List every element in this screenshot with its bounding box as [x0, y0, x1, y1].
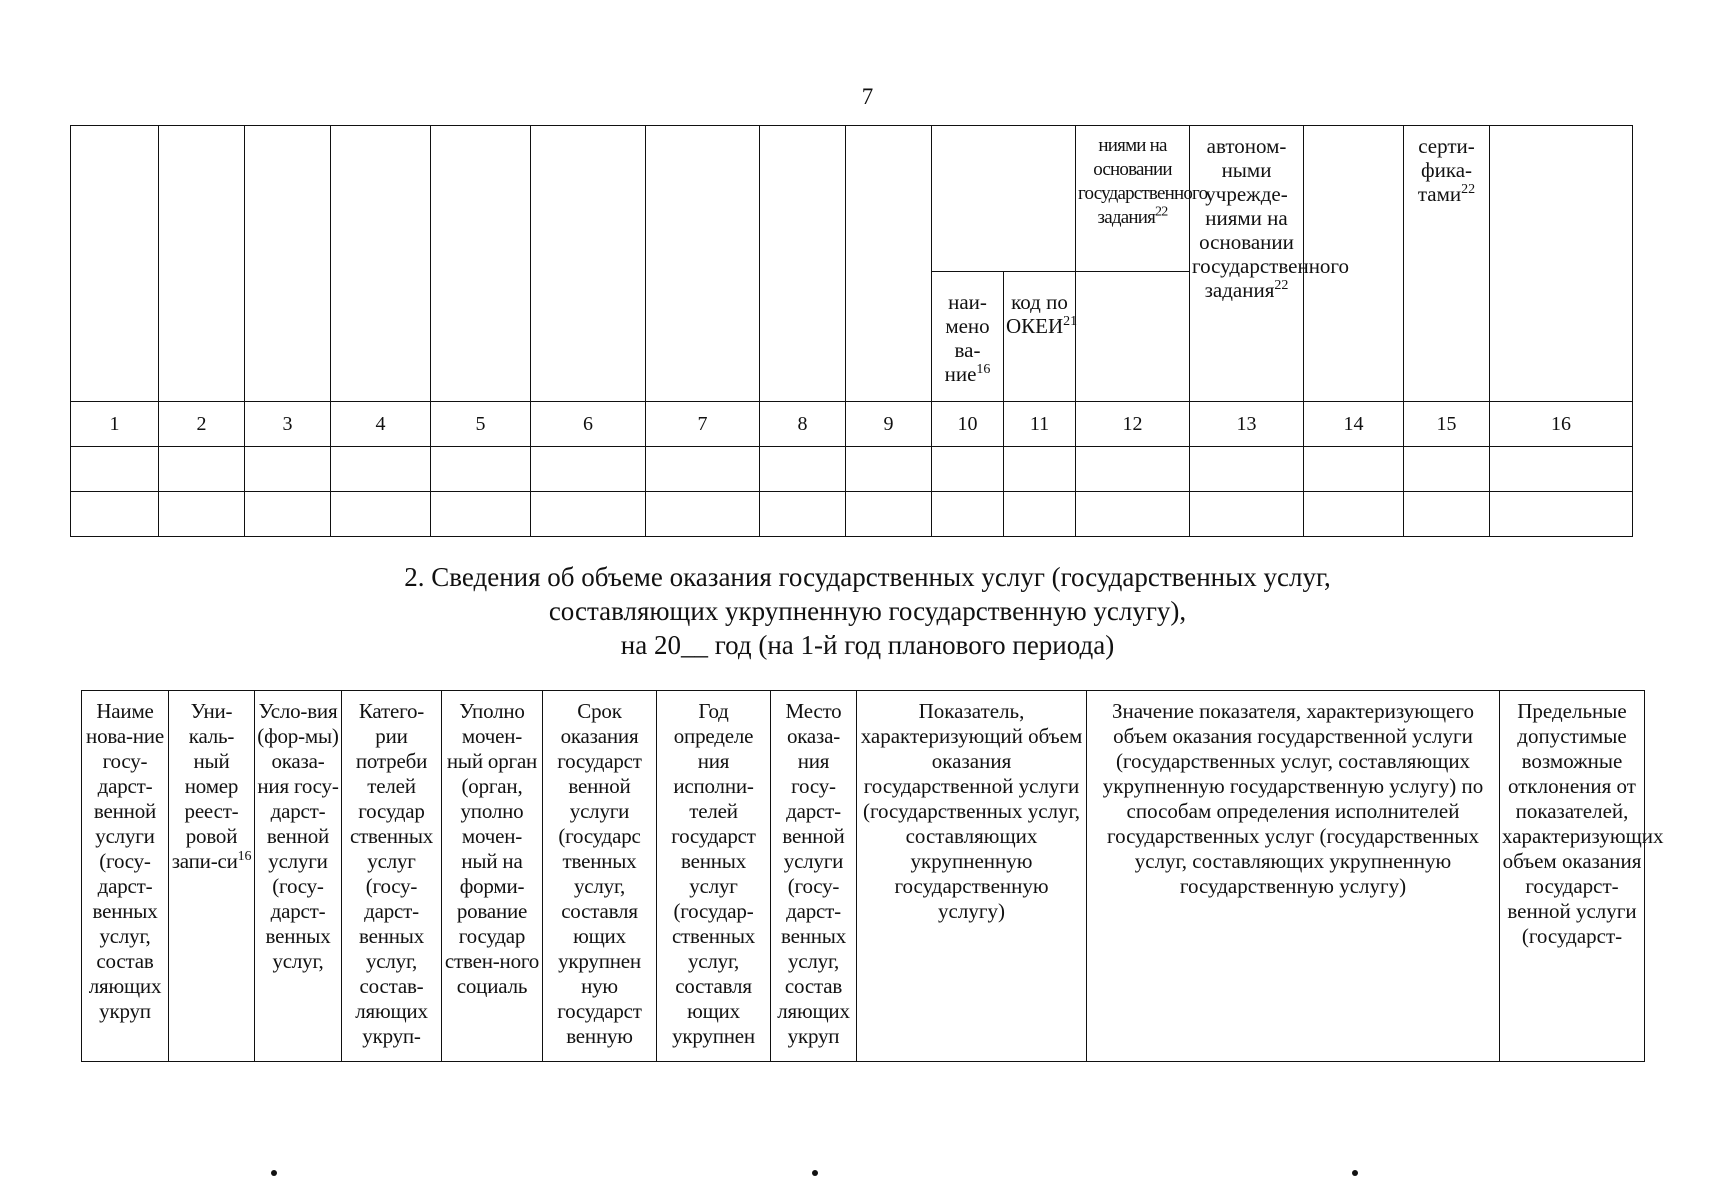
header-consumer-categories: Катего-рии потреби телей государ ственных услуг (госу-дарст-венных услуг, состав-ляющих укруп-: [342, 691, 442, 1062]
table1-unit-group-top: [932, 126, 1076, 272]
empty-cell: [159, 447, 245, 492]
header-allowed-deviations: Предельные допустимые возможные отклонения от показателей, характеризующих объем оказания государст-венной услуги (государст-: [1500, 691, 1645, 1062]
table1-header-cell-2: [159, 126, 245, 402]
table-row: [71, 447, 1633, 492]
column-number: 11: [1004, 402, 1076, 447]
header-service-place: Место оказа-ния госу-дарст-венной услуги (госу-дарст-венных услуг, состав ляющих укруп: [771, 691, 857, 1062]
column-number: 16: [1490, 402, 1633, 447]
section-title-line2: составляющих укрупненную государственную услугу),: [548, 596, 1187, 626]
table-row: [71, 492, 1633, 537]
column-number: 4: [331, 402, 431, 447]
table1-header-cell-10: [932, 272, 1004, 402]
services-table-continuation: [70, 125, 1633, 537]
header-authorized-body: Уполно мочен-ный орган (орган, уполно мочен-ный на форми-рование государ ствен-ного социаль: [442, 691, 543, 1062]
table1-header-cell-6: [531, 126, 646, 402]
empty-cell: [1404, 492, 1490, 537]
empty-cell: [71, 447, 159, 492]
col15-header-text: серти-фика-тами: [1417, 134, 1475, 206]
registry-number-footnote: 16: [237, 849, 252, 864]
empty-cell: [1190, 447, 1304, 492]
column-number: 6: [531, 402, 646, 447]
header-year-of-selection: Год определе ния исполни-телей государст венных услуг (государ-ственных услуг, составля ющих укрупнен: [657, 691, 771, 1062]
page-number: 7: [861, 84, 874, 109]
col15-footnote: 22: [1461, 182, 1476, 197]
empty-cell: [932, 447, 1004, 492]
column-number: 8: [760, 402, 846, 447]
empty-cell: [1076, 492, 1190, 537]
table1-header-cell-13: [1190, 126, 1350, 402]
header-indicator-value: Значение показателя, характеризующего объем оказания государственной услуги (государственных услуг, составляющих укрупненную государственную услугу) по способам определения исполнителей государственных услуг (государственных услуг, составляющих укрупненную государственную услугу): [1087, 691, 1500, 1062]
section-title-line1: 2. Сведения об объеме оказания государственных услуг (государственных услуг,: [404, 562, 1331, 592]
table1-header-cell-1: [71, 126, 159, 402]
table1-header-cell-12-lower: [1076, 272, 1190, 402]
empty-cell: [245, 492, 331, 537]
table1-header-cell-12: [1076, 126, 1208, 272]
empty-cell: [1004, 447, 1076, 492]
empty-cell: [1304, 492, 1404, 537]
table1-header-cell-9: [846, 126, 932, 402]
empty-cell: [1076, 447, 1190, 492]
empty-cell: [932, 492, 1004, 537]
column-number: 7: [646, 402, 760, 447]
col10-header-text: наи-мено ва-ние: [944, 290, 990, 386]
empty-cell: [531, 492, 646, 537]
column-number: 13: [1190, 402, 1304, 447]
empty-cell: [331, 447, 431, 492]
column-number: 1: [71, 402, 159, 447]
header-registry-number-text: Уни-каль-ный номер реест-ровой запи-си: [171, 699, 239, 873]
col11-footnote: 21: [1063, 314, 1078, 329]
table1-header-cell-5: [431, 126, 531, 402]
column-number: 5: [431, 402, 531, 447]
section-title: [0, 560, 1735, 662]
col11-header-text: код по ОКЕИ: [1006, 290, 1068, 338]
table1-column-number-row: [71, 402, 1633, 447]
column-number: 14: [1304, 402, 1404, 447]
empty-cell: [760, 492, 846, 537]
empty-cell: [159, 492, 245, 537]
header-service-name: Наиме нова-ние госу-дарст-венной услуги (госу-дарст-венных услуг, состав ляющих укруп: [82, 691, 169, 1062]
table1-header-cell-8: [760, 126, 846, 402]
header-registry-number: [169, 691, 255, 1062]
empty-cell: [646, 492, 760, 537]
empty-cell: [245, 447, 331, 492]
empty-cell: [846, 492, 932, 537]
col12-header-text: ниями на основании государственного задания: [1078, 135, 1208, 228]
table1-header-cell-11: [1004, 272, 1076, 402]
empty-cell: [1404, 447, 1490, 492]
column-number: 3: [245, 402, 331, 447]
empty-cell: [1304, 447, 1404, 492]
column-number: 15: [1404, 402, 1490, 447]
empty-cell: [431, 492, 531, 537]
header-volume-indicator: Показатель, характеризующий объем оказания государственной услуги (государственных услуг, составляющих укрупненную государственную услугу): [857, 691, 1087, 1062]
col13-header-text: автоном-ными учрежде-ниями на основании государственного задания: [1192, 134, 1350, 302]
empty-cell: [71, 492, 159, 537]
page-mark: [271, 1170, 277, 1176]
col10-footnote: 16: [976, 362, 991, 377]
column-number: 12: [1076, 402, 1190, 447]
table1-header-cell-7: [646, 126, 760, 402]
section-title-line3: на 20__ год (на 1-й год планового периода): [620, 630, 1115, 660]
empty-cell: [1490, 492, 1633, 537]
page-mark: [812, 1170, 818, 1176]
empty-cell: [1190, 492, 1304, 537]
col13-footnote: 22: [1274, 278, 1289, 293]
table1-header-cell-16: [1490, 126, 1633, 402]
empty-cell: [531, 447, 646, 492]
empty-cell: [760, 447, 846, 492]
empty-cell: [431, 447, 531, 492]
empty-cell: [846, 447, 932, 492]
column-number: 9: [846, 402, 932, 447]
page-mark: [1352, 1170, 1358, 1176]
empty-cell: [1490, 447, 1633, 492]
column-number: 2: [159, 402, 245, 447]
empty-cell: [646, 447, 760, 492]
table1-header-cell-15: [1404, 126, 1490, 402]
header-conditions: Усло-вия (фор-мы) оказа-ния госу-дарст-венной услуги (госу-дарст-венных услуг,: [255, 691, 342, 1062]
empty-cell: [1004, 492, 1076, 537]
col12-footnote: 22: [1155, 204, 1168, 220]
column-number: 10: [932, 402, 1004, 447]
empty-cell: [331, 492, 431, 537]
table1-header-cell-4: [331, 126, 431, 402]
table1-header-cell-3: [245, 126, 331, 402]
service-volume-table: [81, 690, 1664, 1062]
header-service-term: Срок оказания государст венной услуги (государс твенных услуг, составля ющих укрупнен ную государст венную: [543, 691, 657, 1062]
